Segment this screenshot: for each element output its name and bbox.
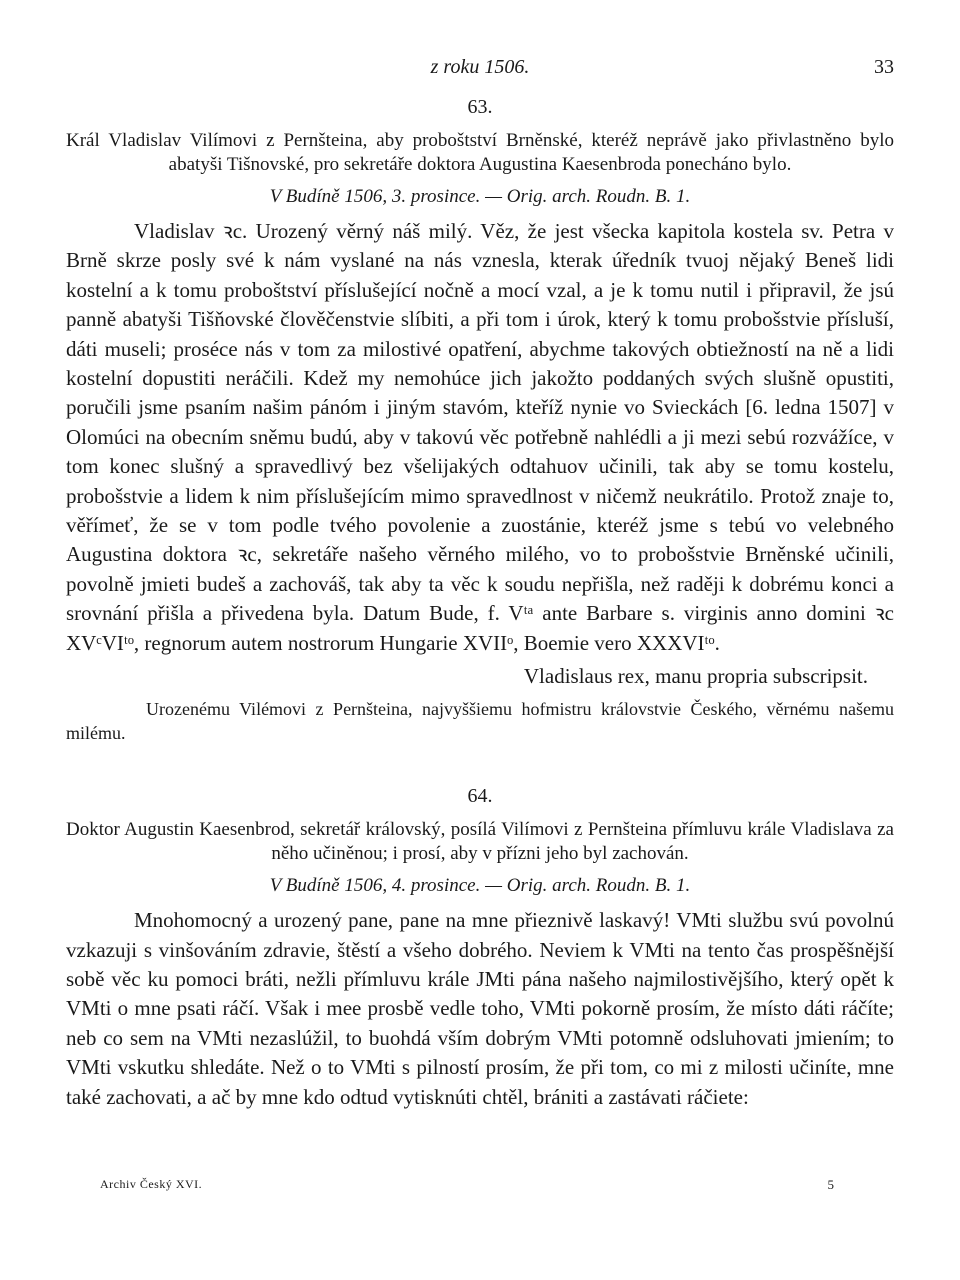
address-line: Urozenému Vilémovi z Pernšteina, najvyššiemu hofmistru královstvie Českého, věrnému našemu milému. bbox=[66, 699, 894, 744]
document-summary: Doktor Augustin Kaesenbrod, sekretář královský, posílá Vilímovi z Pernšteina přímluvu krále Vladislava za něho učiněnou; i prosí, aby v přízni jeho byl zachován. bbox=[66, 819, 894, 865]
document-source: V Budíně 1506, 3. prosince. — Orig. arch. Roudn. B. 1. bbox=[269, 186, 691, 207]
footer-signature-mark: Archiv Český XVI. bbox=[100, 1177, 203, 1191]
page bbox=[66, 50, 894, 1112]
page-number: 33 bbox=[874, 56, 894, 78]
document-number: 64. bbox=[467, 785, 493, 808]
running-head bbox=[66, 50, 894, 84]
signature: Vladislaus rex, manu propria subscripsit. bbox=[523, 664, 868, 689]
document-63 bbox=[66, 96, 894, 745]
document-body: Vladislav ꝛc. Urozený věrný náš milý. Věz, že jest všecka kapitola kostela sv. Petra v Brně skrze posly své k nám vyslané na nás vznesla, kterak úředník tvuoj nějaký Beneš lidi kostelní a k tomu proboštství příslušející nočně a mocí vzal, a je k tomu nutil i připravil, že jsú panně abatyši Tišňovské člověčenstvie slíbiti, a při tom i úrok, který k tomu probošstvie přísluší, dáti museli; proséce nás v tom za milostivé opatření, abychme takových obtiežností na ně a lidi kostelní dopustiti neráčili. Kdež my nemohúce jich jakožto poddaných svých slušně opustiti, poručili jsme psaním našim pánóm i jiným stavóm, kteříž nynie vo Svieckách [6. ledna 1507] v Olomúci na obecním sněmu budú, aby v takovú věc potřebně nahlédli a ji mezi sebú rozvážíce, v tom konec slušný a spravedlivý bez všelijakých odtahuov učinili, tak aby se tomu kostelu, probošstvie a lidem k nim příslušejícím mimo spravedlnost v ničemž neukrátilo. Protož znaje to, věřímeť, že se v tom podle tvého povolenie a zuostánie, kteréž jsme s tebú vo velebného Augustina doktora ꝛc, sekretáře našeho věrného milého, vo to probošstvie Brněnské učinili, povolně jmieti budeš a zachováš, tak aby ta věc k soudu nepřišla, než raději k dobrému konci a srovnání přišla a přivedena byla. Datum Bude, f. Vᵗᵃ ante Barbare s. virginis anno domini ꝛc XVᶜVIᵗᵒ, regnorum autem nostrorum Hungarie XVIIᵒ, Boemie vero XXXVIᵗᵒ. bbox=[66, 219, 894, 655]
document-source: V Budíně 1506, 4. prosince. — Orig. arch. Roudn. B. 1. bbox=[269, 875, 691, 897]
running-title: z roku 1506. bbox=[430, 56, 530, 78]
section-divider-space bbox=[66, 745, 894, 773]
document-64 bbox=[66, 785, 894, 1112]
document-summary: Král Vladislav Vilímovi z Pernšteina, aby proboštství Brněnské, kteréž neprávě jako přivlastněno bylo abatyši Tišnovské, pro sekretáře doktora Augustina Kaesenbroda ponecháno bylo. bbox=[66, 130, 894, 175]
document-number: 63. bbox=[467, 96, 493, 118]
footer-sheet-number: 5 bbox=[827, 1177, 834, 1192]
document-body: Mnohomocný a urozený pane, pane na mne přieznivě laskavý! VMti službu svú povolnú vzkazuji s vinšováním zdravie, štěstí a všeho dobrého. Neviem k VMti na tento čas prospěšnější sobě věc ku pomoci bráti, nežli přímluvu krále JMti pána našeho najmilostivějšího, který opět k VMti o mne psati ráčí. Však i mee prosbě vedle toho, VMti pokorně prosím, že místo dáti ráčíte; neb co sem na VMti nezaslúžil, to buohdá vším dobrým VMti potomně odsluhovati jmiením; to VMti vskutku shledáte. Než o to VMti s pilností prosím, že při tom, co mi z milosti učiníte, mne také zachovati, a ač by mne kdo odtud vytisknúti chtěl, brániti a zastávati ráčiete: bbox=[66, 908, 894, 1109]
